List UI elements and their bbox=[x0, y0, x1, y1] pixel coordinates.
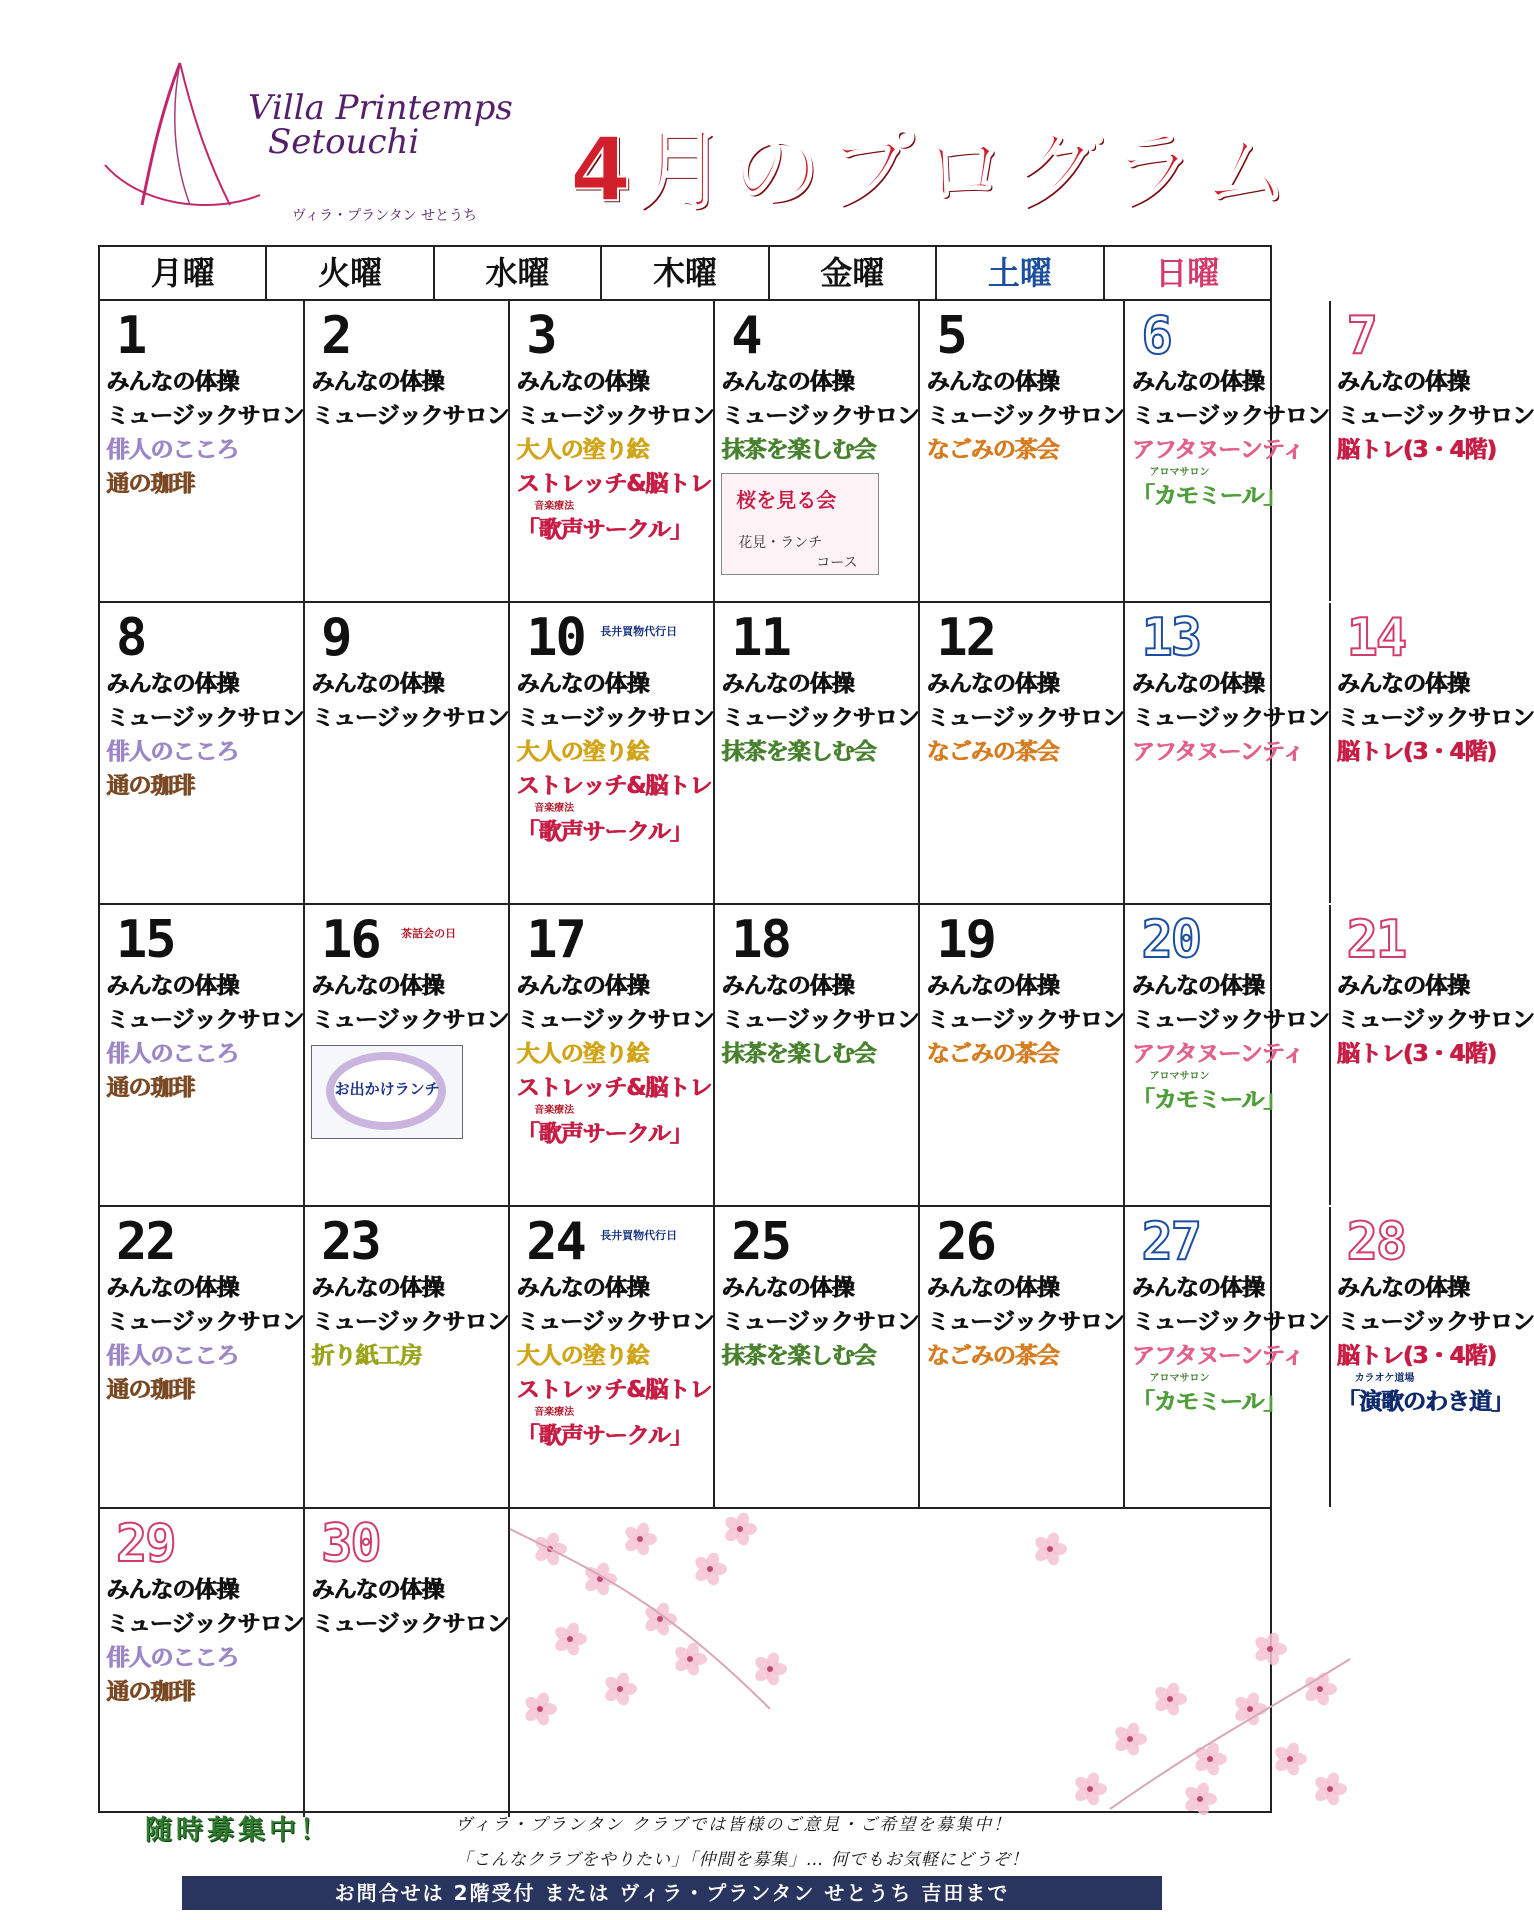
event-item: ミュージックサロン bbox=[516, 1309, 714, 1335]
day-number: 29 bbox=[116, 1514, 175, 1574]
event-item: 俳人のこころ bbox=[106, 437, 238, 463]
event-subtitle: アロマサロン bbox=[1149, 1071, 1210, 1082]
event-item: ストレッチ&脳トレ bbox=[516, 773, 712, 799]
day-number: 10 bbox=[526, 608, 585, 668]
event-item: ミュージックサロン bbox=[1336, 1309, 1534, 1335]
special-event-line1: 花見・ランチ bbox=[738, 535, 823, 551]
event-item: みんなの体操 bbox=[311, 1577, 444, 1603]
event-item: みんなの体操 bbox=[106, 671, 238, 697]
event-subtitle: 音楽療法 bbox=[534, 1105, 575, 1116]
event-item: 脳トレ(3・4階) bbox=[1336, 1041, 1496, 1067]
day-number: 17 bbox=[526, 910, 585, 970]
event-item: 俳人のこころ bbox=[106, 739, 238, 765]
day-number: 4 bbox=[731, 306, 761, 366]
event-item: 俳人のこころ bbox=[106, 1041, 238, 1067]
event-item: アフタヌーンティ bbox=[1131, 739, 1304, 765]
weekday-5: 土曜 bbox=[937, 247, 1104, 299]
day-number: 6 bbox=[1141, 306, 1171, 366]
event-item: ミュージックサロン bbox=[311, 403, 509, 429]
day-cell bbox=[920, 603, 1125, 903]
day-number: 19 bbox=[936, 910, 995, 970]
event-item: 「歌声サークル」 bbox=[516, 517, 692, 543]
event-item: 俳人のこころ bbox=[106, 1343, 238, 1369]
day-number: 14 bbox=[1346, 608, 1406, 668]
day-cell bbox=[1331, 905, 1534, 1205]
event-item: みんなの体操 bbox=[926, 973, 1059, 999]
event-item: みんなの体操 bbox=[926, 671, 1059, 697]
recruit-banner: 随時募集中！ bbox=[145, 1815, 331, 1846]
week-row bbox=[100, 301, 1534, 603]
day-cell bbox=[510, 603, 715, 903]
page-title: 4月のプログラム bbox=[570, 118, 1295, 221]
event-subtitle: アロマサロン bbox=[1149, 1373, 1210, 1384]
logo-kana: ヴィラ・プランタン せとうち bbox=[292, 208, 478, 224]
day-cell bbox=[1331, 301, 1534, 601]
day-number: 9 bbox=[321, 608, 351, 668]
event-item: ストレッチ&脳トレ bbox=[516, 1075, 712, 1101]
day-note: 長井買物代行日 bbox=[600, 625, 678, 638]
day-number: 21 bbox=[1346, 910, 1406, 970]
event-item: 通の珈琲 bbox=[106, 773, 194, 799]
day-cell bbox=[510, 301, 715, 601]
day-number: 18 bbox=[731, 910, 790, 970]
day-cell bbox=[920, 905, 1125, 1205]
day-number: 3 bbox=[526, 306, 556, 366]
event-item: みんなの体操 bbox=[926, 369, 1059, 395]
event-item: ミュージックサロン bbox=[1336, 1007, 1534, 1033]
event-item: ミュージックサロン bbox=[721, 403, 919, 429]
day-number: 2 bbox=[321, 306, 351, 366]
event-subtitle: カラオケ道場 bbox=[1354, 1373, 1415, 1384]
lunch-event-box bbox=[311, 1045, 463, 1139]
event-item: ミュージックサロン bbox=[1336, 705, 1534, 731]
event-item: みんなの体操 bbox=[1131, 369, 1264, 395]
event-item: ミュージックサロン bbox=[311, 1611, 509, 1637]
event-item: みんなの体操 bbox=[1131, 1275, 1264, 1301]
event-item: ミュージックサロン bbox=[1336, 403, 1534, 429]
logo-name-line2: Setouchi bbox=[268, 122, 420, 162]
footer-message-1: ヴィラ・プランタン クラブでは皆様のご意見・ご希望を募集中！ bbox=[455, 1815, 1013, 1835]
event-item: ミュージックサロン bbox=[926, 705, 1124, 731]
event-item: ミュージックサロン bbox=[1131, 705, 1329, 731]
event-item: 「カモミール」 bbox=[1131, 1389, 1286, 1415]
event-item: みんなの体操 bbox=[1336, 973, 1469, 999]
event-item: みんなの体操 bbox=[1131, 671, 1264, 697]
day-number: 7 bbox=[1346, 306, 1376, 366]
week-row bbox=[100, 905, 1534, 1207]
event-item: みんなの体操 bbox=[721, 369, 854, 395]
week-row bbox=[100, 603, 1534, 905]
event-item: ミュージックサロン bbox=[106, 1007, 304, 1033]
event-item: ミュージックサロン bbox=[516, 403, 714, 429]
event-item: ミュージックサロン bbox=[311, 705, 509, 731]
event-item: みんなの体操 bbox=[106, 973, 238, 999]
day-cell bbox=[100, 603, 305, 903]
event-item: みんなの体操 bbox=[516, 1275, 649, 1301]
event-item: みんなの体操 bbox=[926, 1275, 1059, 1301]
day-number: 23 bbox=[321, 1212, 380, 1272]
event-item: 抹茶を楽しむ会 bbox=[721, 1041, 876, 1067]
logo-name-line1: Villa Printemps bbox=[248, 88, 513, 128]
event-item: 大人の塗り絵 bbox=[516, 437, 649, 463]
event-subtitle: アロマサロン bbox=[1149, 467, 1210, 478]
day-number: 8 bbox=[116, 608, 146, 668]
day-cell bbox=[510, 905, 715, 1205]
special-event-title: 桜を見る会 bbox=[736, 488, 837, 512]
event-item: みんなの体操 bbox=[1336, 1275, 1469, 1301]
event-item: 「歌声サークル」 bbox=[516, 1423, 692, 1449]
event-item: ミュージックサロン bbox=[926, 1309, 1124, 1335]
event-item: みんなの体操 bbox=[311, 369, 444, 395]
day-number: 5 bbox=[936, 306, 966, 366]
day-cell bbox=[1331, 603, 1534, 903]
event-item: 抹茶を楽しむ会 bbox=[721, 739, 876, 765]
event-item: みんなの体操 bbox=[311, 671, 444, 697]
event-item: 折り紙工房 bbox=[311, 1343, 422, 1369]
logo bbox=[100, 55, 540, 225]
day-number: 24 bbox=[526, 1212, 585, 1272]
day-cell bbox=[715, 603, 920, 903]
event-item: 通の珈琲 bbox=[106, 1377, 194, 1403]
day-number: 13 bbox=[1141, 608, 1201, 668]
event-item: 通の珈琲 bbox=[106, 1679, 194, 1705]
day-number: 25 bbox=[731, 1212, 790, 1272]
event-item: みんなの体操 bbox=[106, 369, 238, 395]
event-item: みんなの体操 bbox=[516, 369, 649, 395]
week-row bbox=[100, 1207, 1534, 1509]
special-event-line2: コース bbox=[816, 555, 858, 571]
day-number: 22 bbox=[116, 1212, 175, 1272]
event-item: みんなの体操 bbox=[516, 973, 649, 999]
lunch-event-label: お出かけランチ bbox=[334, 1080, 440, 1098]
event-item: 俳人のこころ bbox=[106, 1645, 238, 1671]
day-cell bbox=[715, 301, 920, 601]
event-item: みんなの体操 bbox=[1336, 671, 1469, 697]
weekday-header bbox=[100, 247, 1270, 301]
weekday-3: 木曜 bbox=[602, 247, 769, 299]
day-cell bbox=[100, 1509, 305, 1817]
day-cell bbox=[100, 1207, 305, 1507]
day-number: 28 bbox=[1346, 1212, 1406, 1272]
cherry-blossom-decoration bbox=[510, 1509, 1350, 1817]
day-cell bbox=[920, 1207, 1125, 1507]
day-cell bbox=[1125, 1207, 1330, 1507]
weekday-6: 日曜 bbox=[1155, 254, 1220, 292]
event-item: みんなの体操 bbox=[311, 973, 444, 999]
event-item: 「演歌のわき道」 bbox=[1336, 1389, 1513, 1415]
event-item: ミュージックサロン bbox=[106, 403, 304, 429]
event-item: ミュージックサロン bbox=[926, 1007, 1124, 1033]
weekday-1: 火曜 bbox=[267, 247, 434, 299]
event-item: みんなの体操 bbox=[1336, 369, 1469, 395]
event-item: 大人の塗り絵 bbox=[516, 1041, 649, 1067]
event-item: 脳トレ(3・4階) bbox=[1336, 739, 1496, 765]
day-cell bbox=[1125, 301, 1330, 601]
footer-message-2: 「こんなクラブをやりたい」「仲間を募集」… 何でもお気軽にどうぞ！ bbox=[455, 1850, 1029, 1870]
event-item: みんなの体操 bbox=[106, 1275, 238, 1301]
event-item: 抹茶を楽しむ会 bbox=[721, 1343, 876, 1369]
day-cell bbox=[305, 301, 510, 601]
event-item: みんなの体操 bbox=[311, 1275, 444, 1301]
day-cell bbox=[1331, 1207, 1534, 1507]
calendar bbox=[98, 245, 1534, 1813]
event-item: ミュージックサロン bbox=[926, 403, 1124, 429]
weekday-4: 金曜 bbox=[770, 247, 937, 299]
day-number: 12 bbox=[936, 608, 995, 668]
day-number: 27 bbox=[1141, 1212, 1201, 1272]
day-cell bbox=[100, 905, 305, 1205]
day-cell bbox=[1125, 905, 1330, 1205]
event-item: ミュージックサロン bbox=[721, 705, 919, 731]
day-note: 長井買物代行日 bbox=[600, 1229, 678, 1242]
contact-bar: お問合せは 2階受付 または ヴィラ・プランタン せとうち 吉田まで bbox=[182, 1876, 1162, 1910]
event-item: みんなの体操 bbox=[721, 973, 854, 999]
event-item: みんなの体操 bbox=[106, 1577, 238, 1603]
event-item: ミュージックサロン bbox=[106, 1611, 304, 1637]
day-cell bbox=[305, 905, 510, 1205]
event-item: 「カモミール」 bbox=[1131, 483, 1286, 509]
day-cell bbox=[920, 301, 1125, 601]
day-cell bbox=[305, 603, 510, 903]
event-item: みんなの体操 bbox=[1131, 973, 1264, 999]
special-event-box bbox=[721, 473, 879, 575]
event-item: ミュージックサロン bbox=[311, 1007, 509, 1033]
event-item: ミュージックサロン bbox=[516, 705, 714, 731]
event-item: ミュージックサロン bbox=[721, 1007, 919, 1033]
event-subtitle: 音楽療法 bbox=[534, 803, 575, 814]
day-number: 16 bbox=[321, 910, 380, 970]
week-row bbox=[100, 1509, 1270, 1817]
event-item: みんなの体操 bbox=[721, 671, 854, 697]
event-item: ミュージックサロン bbox=[311, 1309, 509, 1335]
event-item: 大人の塗り絵 bbox=[516, 739, 649, 765]
event-item: 「歌声サークル」 bbox=[516, 819, 692, 845]
event-item: 通の珈琲 bbox=[106, 471, 194, 497]
day-cell bbox=[100, 301, 305, 601]
day-number: 15 bbox=[116, 910, 175, 970]
event-item: ミュージックサロン bbox=[1131, 1309, 1329, 1335]
event-item: ミュージックサロン bbox=[721, 1309, 919, 1335]
event-item: ミュージックサロン bbox=[1131, 1007, 1329, 1033]
day-cell bbox=[305, 1509, 510, 1817]
event-item: なごみの茶会 bbox=[926, 1343, 1059, 1369]
event-item: 抹茶を楽しむ会 bbox=[721, 437, 876, 463]
event-item: 大人の塗り絵 bbox=[516, 1343, 649, 1369]
day-number: 1 bbox=[116, 306, 146, 366]
event-item: なごみの茶会 bbox=[926, 739, 1059, 765]
weekday-2: 水曜 bbox=[435, 247, 602, 299]
day-cell bbox=[510, 1207, 715, 1507]
event-subtitle: 音楽療法 bbox=[534, 1407, 575, 1418]
event-item: なごみの茶会 bbox=[926, 1041, 1059, 1067]
day-cell bbox=[715, 1207, 920, 1507]
event-item: アフタヌーンティ bbox=[1131, 1041, 1304, 1067]
event-item: ミュージックサロン bbox=[516, 1007, 714, 1033]
event-item: 脳トレ(3・4階) bbox=[1336, 437, 1496, 463]
day-number: 11 bbox=[731, 608, 790, 668]
event-item: アフタヌーンティ bbox=[1131, 1343, 1304, 1369]
event-item: 「カモミール」 bbox=[1131, 1087, 1286, 1113]
event-item: ストレッチ&脳トレ bbox=[516, 471, 712, 497]
event-item: ストレッチ&脳トレ bbox=[516, 1377, 712, 1403]
day-cell bbox=[1125, 603, 1330, 903]
event-item: ミュージックサロン bbox=[106, 1309, 304, 1335]
event-item: ミュージックサロン bbox=[1131, 403, 1329, 429]
day-note: 茶話会の日 bbox=[401, 927, 457, 940]
event-item: ミュージックサロン bbox=[106, 705, 304, 731]
day-number: 30 bbox=[321, 1514, 380, 1574]
day-number: 20 bbox=[1141, 910, 1201, 970]
day-number: 26 bbox=[936, 1212, 995, 1272]
event-item: 通の珈琲 bbox=[106, 1075, 194, 1101]
event-item: みんなの体操 bbox=[721, 1275, 854, 1301]
event-item: みんなの体操 bbox=[516, 671, 649, 697]
event-item: なごみの茶会 bbox=[926, 437, 1059, 463]
day-cell bbox=[305, 1207, 510, 1507]
event-subtitle: 音楽療法 bbox=[534, 501, 575, 512]
day-cell bbox=[715, 905, 920, 1205]
event-item: 「歌声サークル」 bbox=[516, 1121, 692, 1147]
event-item: 脳トレ(3・4階) bbox=[1336, 1343, 1496, 1369]
event-item: アフタヌーンティ bbox=[1131, 437, 1304, 463]
weekday-0: 月曜 bbox=[100, 247, 267, 299]
